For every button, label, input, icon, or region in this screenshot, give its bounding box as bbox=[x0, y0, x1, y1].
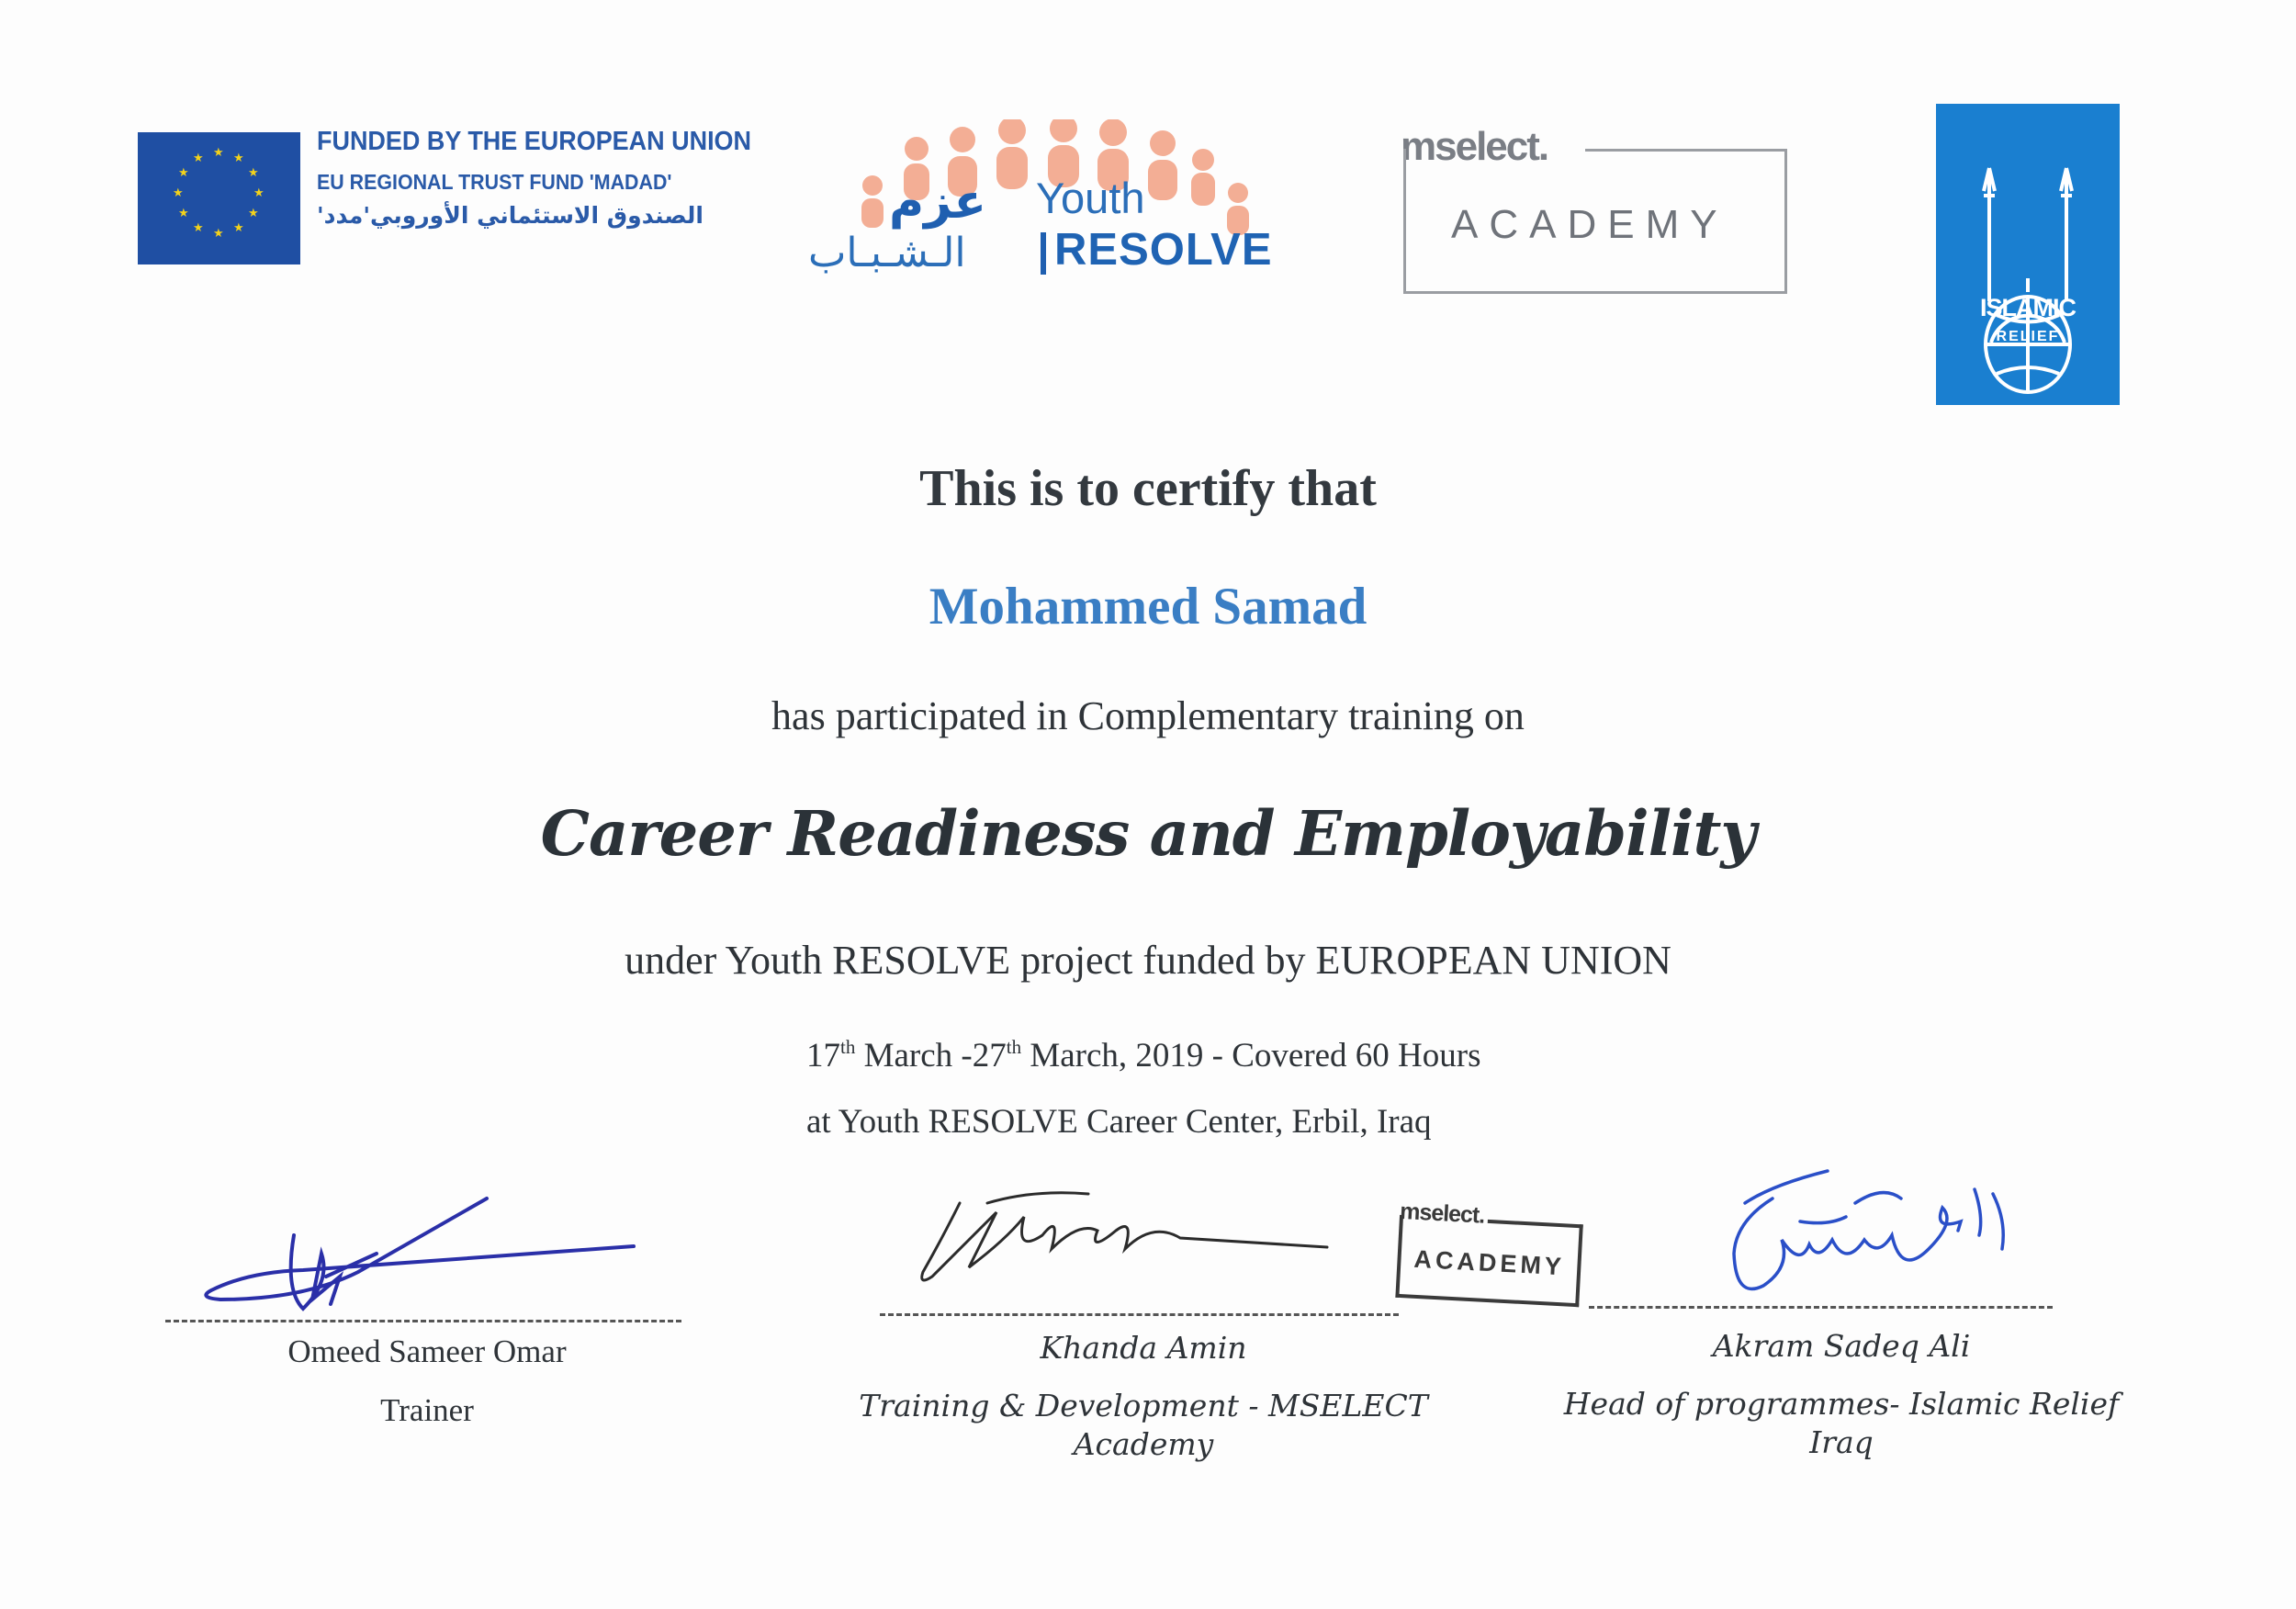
mselect-academy-label: ACADEMY bbox=[1451, 202, 1728, 247]
course-title: Career Readiness and Employability bbox=[540, 797, 1756, 870]
start-month: March - bbox=[855, 1037, 973, 1075]
mosque-icon bbox=[1936, 104, 2120, 405]
eu-flag-logo: ★ ★ ★ ★ ★ ★ ★ ★ ★ ★ ★ ★ bbox=[138, 132, 300, 264]
signature-line-islamic-relief bbox=[1589, 1306, 2053, 1309]
end-day-suffix: th bbox=[1006, 1036, 1022, 1058]
youth-resolve-resolve-word: RESOLVE bbox=[1054, 225, 1273, 275]
signatory-role-islamic-relief bbox=[1543, 1385, 2140, 1462]
eu-funding-text bbox=[317, 127, 752, 229]
signatory-role-trainer: Trainer bbox=[380, 1392, 474, 1428]
trainer-signature bbox=[193, 1189, 652, 1318]
signatory-name-islamic-relief: Akram Sadeq Ali bbox=[1712, 1328, 1971, 1364]
participation-statement: has participated in Complementary training on bbox=[771, 693, 1525, 738]
signatory-role-mselect-line1: Training & Development - MSELECT bbox=[859, 1388, 1428, 1423]
islamic-relief-sub: RELIEF bbox=[1996, 329, 2060, 344]
signatory-role-islamic-relief-line1: Head of programmes- Islamic Relief bbox=[1563, 1386, 2120, 1422]
youth-resolve-divider bbox=[1041, 232, 1046, 275]
eu-arabic-line: الصندوق الاستئماني الأوروبي'مدد' bbox=[317, 202, 703, 229]
signature-line-mselect bbox=[880, 1313, 1399, 1316]
mselect-logo-frame-top bbox=[1585, 149, 1787, 152]
islamic-relief-name: ISLAMIC bbox=[1980, 294, 2076, 321]
signatory-role-mselect-line2: Academy bbox=[1073, 1426, 1214, 1462]
certificate-heading: This is to certify that bbox=[919, 460, 1377, 517]
akram-sadeq-ali-signature bbox=[1717, 1166, 2030, 1313]
youth-resolve-youth-word: Youth bbox=[1036, 174, 1145, 222]
signatory-name-mselect: Khanda Amin bbox=[1040, 1330, 1247, 1366]
eu-trust-fund-line: EU REGIONAL TRUST FUND 'MADAD' bbox=[317, 170, 672, 194]
start-day-suffix: th bbox=[840, 1036, 856, 1058]
project-statement: under Youth RESOLVE project funded by EUROPEAN UNION bbox=[625, 938, 1671, 983]
khanda-amin-signature bbox=[905, 1185, 1336, 1304]
mselect-academy-stamp bbox=[1391, 1198, 1585, 1310]
training-dates bbox=[806, 1036, 1481, 1075]
stamp-brand: mselect. bbox=[1399, 1198, 1485, 1229]
islamic-relief-logo bbox=[1936, 104, 2120, 405]
dates-rest: March, 2019 - Covered 60 Hours bbox=[1021, 1037, 1481, 1075]
training-venue: at Youth RESOLVE Career Center, Erbil, Iraq bbox=[806, 1103, 1432, 1141]
mselect-brand-logo: mselect. bbox=[1401, 124, 1548, 169]
signatory-name-trainer: Omeed Sameer Omar bbox=[287, 1333, 567, 1369]
eu-funded-line: FUNDED BY THE EUROPEAN UNION bbox=[317, 127, 752, 156]
signatory-role-islamic-relief-line2: Iraq bbox=[1809, 1424, 1874, 1460]
signatory-role-mselect bbox=[827, 1387, 1460, 1464]
signature-line-trainer bbox=[165, 1320, 681, 1322]
start-day: 17 bbox=[806, 1037, 840, 1075]
stamp-academy-label: ACADEMY bbox=[1412, 1244, 1566, 1281]
youth-resolve-arabic-top: عزم bbox=[889, 174, 986, 230]
recipient-name: Mohammed Samad bbox=[929, 578, 1367, 636]
end-day: 27 bbox=[972, 1037, 1007, 1075]
youth-resolve-arabic-bottom: الـشـبـاب bbox=[808, 230, 966, 276]
